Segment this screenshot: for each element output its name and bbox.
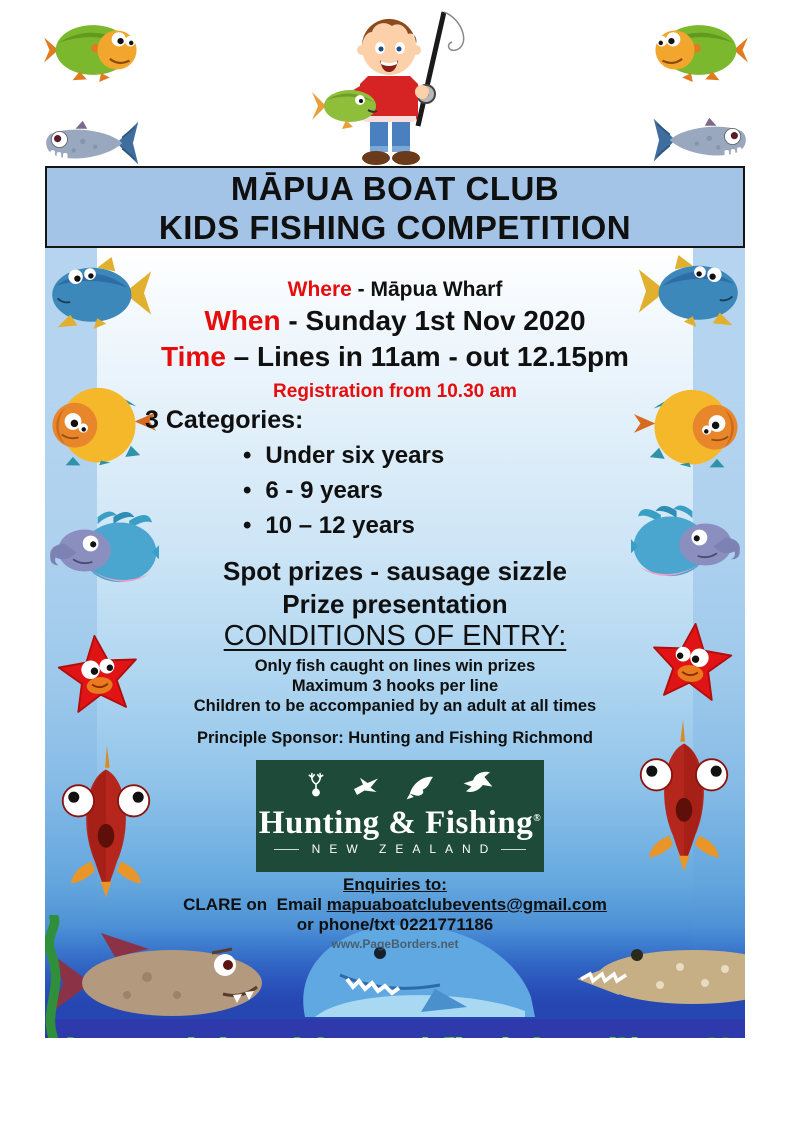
rule-left	[274, 849, 299, 850]
where-line	[45, 278, 745, 302]
category-six-nine: 6 - 9 years	[265, 477, 383, 504]
logo-brand-text: Hunting & Fishing	[258, 805, 534, 841]
registered-mark: ®	[533, 813, 542, 824]
bullet-icon: •	[243, 442, 252, 469]
stag-icon	[303, 767, 329, 801]
green-orange-fish-icon	[42, 18, 144, 82]
category-ten-twelve: 10 – 12 years	[265, 512, 415, 539]
list-item	[243, 508, 444, 543]
time-text: – Lines in 11am - out 12.15pm	[225, 341, 629, 372]
registration-line: Registration from 10.30 am	[273, 381, 517, 402]
deep-blue-floor	[45, 1019, 745, 1038]
bullet-icon: •	[243, 477, 252, 504]
condition-item: Maximum 3 hooks per line	[291, 677, 499, 695]
time-label: Time	[161, 341, 226, 372]
contact-line	[45, 895, 745, 915]
where-label: Where	[287, 278, 352, 301]
categories-heading: 3 Categories:	[145, 406, 304, 434]
title-banner	[45, 166, 745, 248]
grey-eel-fish-icon	[652, 115, 754, 167]
category-under-six: Under six years	[265, 442, 445, 469]
title-line2: KIDS FISHING COMPETITION	[158, 209, 632, 246]
condition-item: Children to be accompanied by an adult at all times	[193, 697, 597, 715]
when-label: When	[204, 305, 281, 336]
conditions-list	[45, 656, 745, 716]
when-text: - Sunday 1st Nov 2020	[280, 305, 586, 336]
sponsor-line: Principle Sponsor: Hunting and Fishing Richmond	[197, 729, 593, 747]
logo-country: NEW ZEALAND	[311, 842, 498, 856]
where-text: - Māpua Wharf	[351, 278, 503, 301]
pageborders-watermark: www.PageBorders.net	[331, 937, 459, 951]
duck-icon	[349, 771, 383, 801]
contact-prefix: CLARE on Email	[183, 895, 327, 914]
grey-eel-fish-icon	[38, 118, 140, 170]
green-orange-fish-icon	[648, 18, 750, 82]
email-link[interactable]: mapuaboatclubevents@gmail.com	[326, 895, 607, 914]
logo-country-row	[274, 842, 526, 856]
conditions-heading: CONDITIONS OF ENTRY:	[223, 620, 567, 652]
marlin-icon	[459, 769, 497, 801]
time-line	[45, 341, 745, 373]
bullet-icon: •	[243, 512, 252, 539]
hunting-fishing-logo	[256, 760, 544, 872]
rule-right	[501, 849, 526, 850]
logo-brand	[256, 801, 544, 841]
water-frame	[45, 248, 745, 1038]
boy-fishing-illustration	[292, 6, 502, 168]
list-item	[243, 473, 444, 508]
prize-presentation-line: Prize presentation	[282, 589, 508, 619]
title-line1: MĀPUA BOAT CLUB	[230, 170, 560, 207]
categories-list	[243, 438, 444, 543]
enquiries-heading: Enquiries to:	[343, 875, 447, 894]
condition-item: Only fish caught on lines win prizes	[254, 657, 536, 675]
spot-prizes-line: Spot prizes - sausage sizzle	[223, 556, 567, 586]
logo-animal-icons	[256, 765, 544, 801]
phone-line: or phone/txt 0221771186	[296, 915, 494, 934]
when-line	[45, 305, 745, 337]
trout-icon	[403, 769, 439, 801]
list-item	[243, 438, 444, 473]
